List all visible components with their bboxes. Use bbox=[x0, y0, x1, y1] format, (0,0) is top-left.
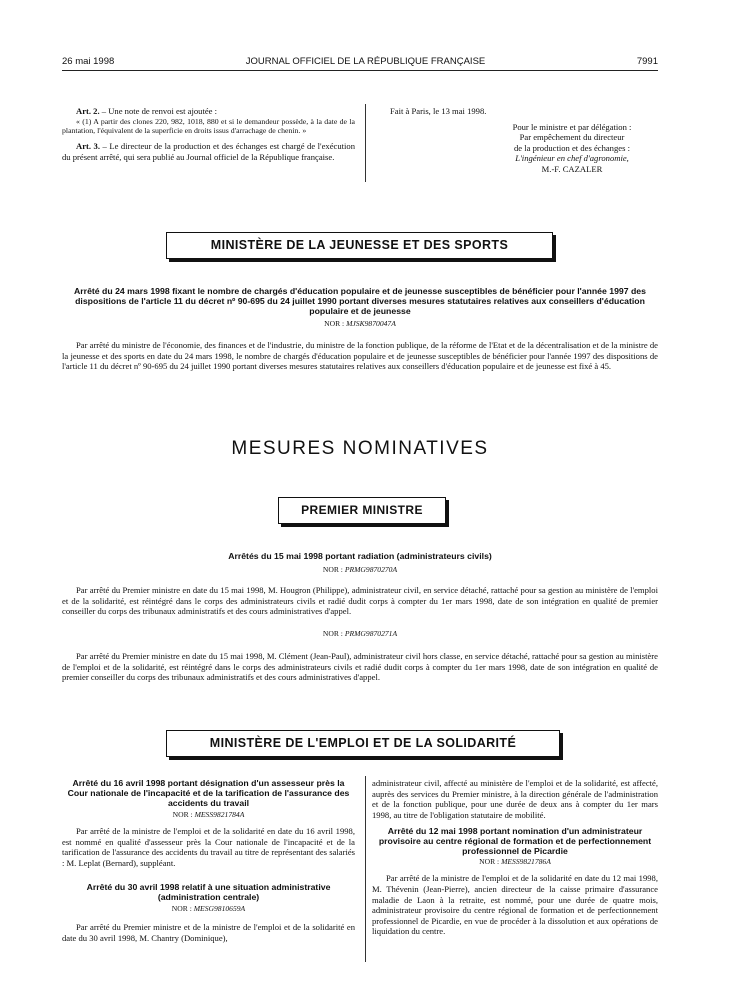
signature-line-3: de la production et des échanges : bbox=[514, 142, 630, 153]
mesures-nominatives-heading: MESURES NOMINATIVES bbox=[231, 438, 489, 459]
body-premier-1: Par arrêté du Premier ministre en date du 15 mai 1998, M. Hougron (Philippe), administrateur civil, en service détaché, rattaché pour sa gestion au ministère de l'emploi et de la solidarité, est réintégré dans le corps des administrateurs civils et radié dudit corps à compter du 1er mars 1998, date de son intégration en qualité de premier conseiller du corps des tribunaux administratifs et des cours administratives d'appel. bbox=[62, 585, 658, 617]
section-box-premier-ministre: PREMIER MINISTRE bbox=[278, 497, 446, 524]
nor-jeunesse: NOR : MJSK9870047A bbox=[324, 319, 396, 328]
header-rule bbox=[62, 70, 658, 71]
signature-block bbox=[486, 122, 658, 174]
nor-code-premier-1: PRMG9870270A bbox=[344, 565, 398, 574]
article-3-label: Art. 3. bbox=[76, 141, 100, 151]
arrete-title-premier: Arrêtés du 15 mai 1998 portant radiation (administrateurs civils) bbox=[228, 551, 492, 561]
arrete-title-assesseur: Arrêté du 16 avril 1998 portant désignation d'un assesseur près la Cour nationale de l'incapacité et de la tarification de l'assurance des accidents du travail bbox=[67, 778, 350, 808]
body-picardie: Par arrêté de la ministre de l'emploi et de la solidarité en date du 12 mai 1998, M. Thévenin (Jean-Pierre), ancien directeur de la caisse primaire d'assurance maladie de Laon à la retraite, est nommé, pour une durée de quatre mois, administrateur provisoire du centre régional de formation et de perfectionnement professionnel de Picardie, en vue de procéder à la dissolution et aux opérations de liquidation du centre. bbox=[372, 873, 658, 937]
signature-name: M.-F. CAZALER bbox=[541, 163, 603, 174]
nor-code-premier-2: PRMG9870271A bbox=[344, 629, 398, 638]
signature-line-1: Pour le ministre et par délégation : bbox=[512, 122, 632, 132]
top-right-column bbox=[376, 106, 658, 174]
column-divider-bottom bbox=[365, 776, 366, 962]
body-assesseur: Par arrêté de la ministre de l'emploi et de la solidarité en date du 16 avril 1998, est nommé en qualité d'assesseur près la Cour nationale de l'incapacité et de la tarification de l'assurance des accidents du travail au titre de représentant des salariés : M. Leplat (Bernard), suppléant. bbox=[62, 826, 355, 868]
nor-picardie: NOR : MESS9821786A bbox=[479, 857, 551, 867]
nor-code-situation: MESG9810659A bbox=[193, 904, 246, 914]
section-box-emploi: MINISTÈRE DE L'EMPLOI ET DE LA SOLIDARITÉ bbox=[166, 730, 560, 757]
signature-line-4: L'ingénieur en chef d'agronomie, bbox=[515, 153, 629, 164]
nor-code-assesseur: MESS9821784A bbox=[194, 810, 245, 819]
nor-premier-2: NOR : PRMG9870271A bbox=[322, 629, 398, 638]
article-2-label: Art. 2. bbox=[76, 106, 100, 116]
arrete-title-picardie: Arrêté du 12 mai 1998 portant nomination d'un administrateur provisoire au centre régional de formation et de perfectionnement professionnel de Picardie bbox=[378, 826, 652, 857]
article-2-text: – Une note de renvoi est ajoutée : bbox=[99, 106, 218, 116]
nor-premier-1: NOR : PRMG9870270A bbox=[322, 565, 398, 574]
article-3-text: – Le directeur de la production et des échanges est chargé de l'exécution du présent arrêté, qui sera publié au Journal officiel de la République française. bbox=[62, 141, 356, 162]
emploi-left-column bbox=[62, 778, 355, 944]
nor-assesseur: NOR : MESS9821784A bbox=[172, 810, 245, 819]
emploi-right-column bbox=[372, 778, 658, 937]
article-2 bbox=[62, 106, 355, 117]
header-page-number: 7991 bbox=[636, 56, 658, 67]
article-2-quote: « (1) A partir des clones 220, 982, 1018, 880 et si le demandeur possède, à la date de la plantation, l'équivalent de la superficie en droits issus d'arrachage de chenin. » bbox=[62, 116, 355, 135]
body-jeunesse: Par arrêté du ministre de l'économie, des finances et de l'industrie, du ministre de la fonction publique, de la réforme de l'Etat et de la décentralisation et de la ministre de la jeunesse et des sports en date du 24 mars 1998, le nombre de chargés d'éducation populaire et de jeunesse susceptibles de bénéficier pour l'année 1997 des dispositions de l'article 11 du décret nº 90-695 du 24 juillet 1990 portant diverses mesures statutaires relatives aux conseillers d'éducation populaire et de jeunesse est fixé à 45. bbox=[62, 340, 658, 372]
column-divider-top bbox=[365, 104, 366, 182]
top-left-column bbox=[62, 106, 355, 162]
header-date: 26 mai 1998 bbox=[62, 56, 115, 67]
signature-line-2: Par empêchement du directeur bbox=[519, 132, 625, 143]
header-journal-title: JOURNAL OFFICIEL DE LA RÉPUBLIQUE FRANÇAISE bbox=[245, 56, 486, 67]
article-3 bbox=[62, 141, 355, 162]
nor-code-picardie: MESS9821786A bbox=[501, 857, 551, 867]
body-situation: Par arrêté du Premier ministre et de la ministre de l'emploi et de la solidarité en date du 30 avril 1998, M. Chantry (Dominique), bbox=[62, 922, 355, 943]
body-premier-2: Par arrêté du Premier ministre en date du 15 mai 1998, M. Clément (Jean-Paul), administrateur civil hors classe, en service détaché, rattaché pour sa gestion au ministère de l'emploi et de la solidarité, est réintégré dans le corps des administrateurs civils et radié dudit corps à compter du 1er mars 1998, date de son intégration en qualité de premier conseiller du corps des tribunaux administratifs et des cours administratives d'appel. bbox=[62, 651, 658, 683]
nor-situation: NOR : MESG9810659A bbox=[171, 904, 246, 914]
nor-code-jeunesse: MJSK9870047A bbox=[346, 319, 396, 328]
section-box-jeunesse: MINISTÈRE DE LA JEUNESSE ET DES SPORTS bbox=[166, 232, 553, 259]
body-situation-continued: administrateur civil, affecté au ministère de l'emploi et de la solidarité, est affecté, auprès des services du Premier ministre, à la direction générale de l'administration et de la fonction publique, pour une durée de deux ans à compter du 1er mars 1998, au titre de l'obligation statutaire de mobilité. bbox=[372, 778, 658, 820]
arrete-title-jeunesse: Arrêté du 24 mars 1998 fixant le nombre de chargés d'éducation populaire et de jeunesse susceptibles de bénéficier pour l'année 1997 des dispositions de l'article 11 du décret nº 90-695 du 24 juillet 1990 portant diverses mesures statutaires relatives aux conseillers d'éducation populaire et de jeunesse bbox=[74, 286, 646, 316]
place-date: Fait à Paris, le 13 mai 1998. bbox=[390, 106, 487, 116]
arrete-title-situation: Arrêté du 30 avril 1998 relatif à une situation administrative (administration centrale) bbox=[86, 882, 331, 903]
